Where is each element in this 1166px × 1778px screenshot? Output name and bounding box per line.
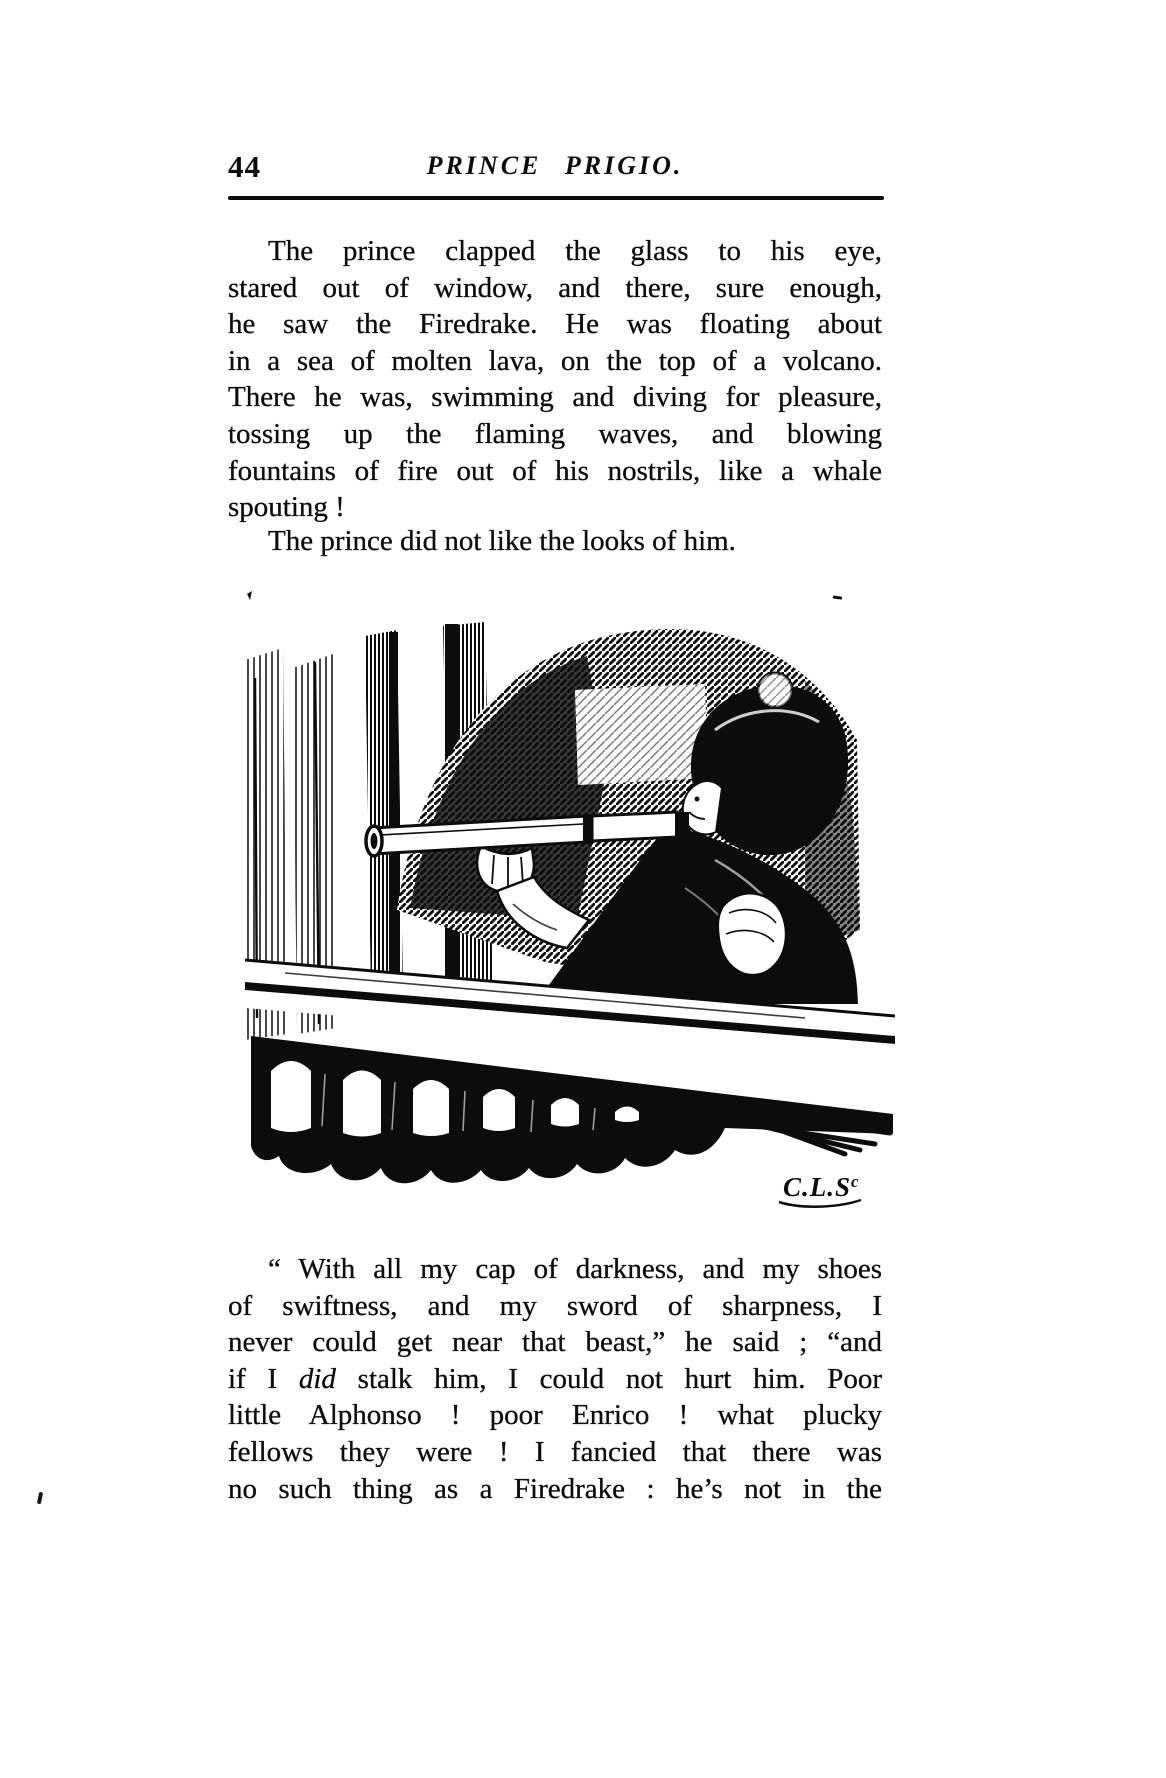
scan-speck (247, 591, 252, 600)
text-line (228, 1324, 882, 1361)
text-segment: spouting ! (228, 491, 345, 524)
scan-speck (833, 595, 842, 599)
text-line (228, 453, 882, 490)
text-line (228, 523, 882, 560)
text-line (228, 1288, 882, 1325)
text-segment: never could get near that beast,” he said ; “and (228, 1326, 882, 1359)
text-segment: stalk him, I could not hurt him. Poor (335, 1362, 882, 1395)
text-line (228, 1434, 882, 1471)
arcade-ledge (251, 1036, 893, 1183)
text-segment: he saw the Firedrake. He was floating about (228, 308, 882, 341)
engraver-signature (779, 1172, 861, 1207)
page-number: 44 (228, 149, 261, 184)
text-segment: if I (228, 1362, 299, 1395)
text-line (228, 1471, 882, 1508)
text-segment: tossing up the flaming waves, and blowing (228, 417, 882, 450)
text-line (228, 233, 882, 270)
engraving-svg (245, 588, 895, 1212)
text-segment: stared out of window, and there, sure enough, (228, 271, 882, 304)
text-segment: The prince did not like the looks of him. (268, 525, 736, 557)
text-segment: “ With all my cap of darkness, and my shoes (268, 1253, 882, 1285)
page-header (228, 147, 882, 185)
italic-text-segment: did (298, 1362, 336, 1395)
svg-text:C.L.Sc: $C.L.S^c$ (783, 1172, 860, 1202)
text-segment: of swiftness, and my sword of sharpness, I (228, 1289, 882, 1322)
text-line (228, 343, 882, 380)
text-segment: no such thing as a Firedrake : he’s not in the (228, 1472, 882, 1505)
text-segment: The prince clapped the glass to his eye, (268, 235, 882, 267)
text-segment: little Alphonso ! poor Enrico ! what plucky (228, 1399, 882, 1432)
text-segment: There he was, swimming and diving for pleasure, (228, 381, 882, 414)
text-line (228, 306, 882, 343)
header-rule (228, 196, 884, 200)
text-segment: in a sea of molten lava, on the top of a volcano. (228, 344, 882, 377)
text-line (228, 1251, 882, 1288)
text-line (228, 1397, 882, 1434)
telescope-eyepiece (675, 812, 689, 837)
text-segment: fountains of fire out of his nostrils, like a whale (228, 454, 882, 487)
running-title: PRINCE PRIGIO. (426, 151, 684, 180)
text-line (228, 270, 882, 307)
text-line (228, 416, 882, 453)
paragraph-quote (228, 1251, 882, 1507)
text-segment: fellows they were ! I fancied that there was (228, 1435, 882, 1468)
scan-speck (37, 1492, 43, 1505)
paragraph-opening (228, 233, 882, 526)
text-line (228, 1361, 882, 1398)
boy-sleeve-cuff (718, 893, 786, 975)
paragraph-prince-reaction (228, 523, 882, 560)
text-line (228, 489, 882, 526)
text-line (228, 379, 882, 416)
illustration-boy-with-telescope (245, 588, 895, 1212)
